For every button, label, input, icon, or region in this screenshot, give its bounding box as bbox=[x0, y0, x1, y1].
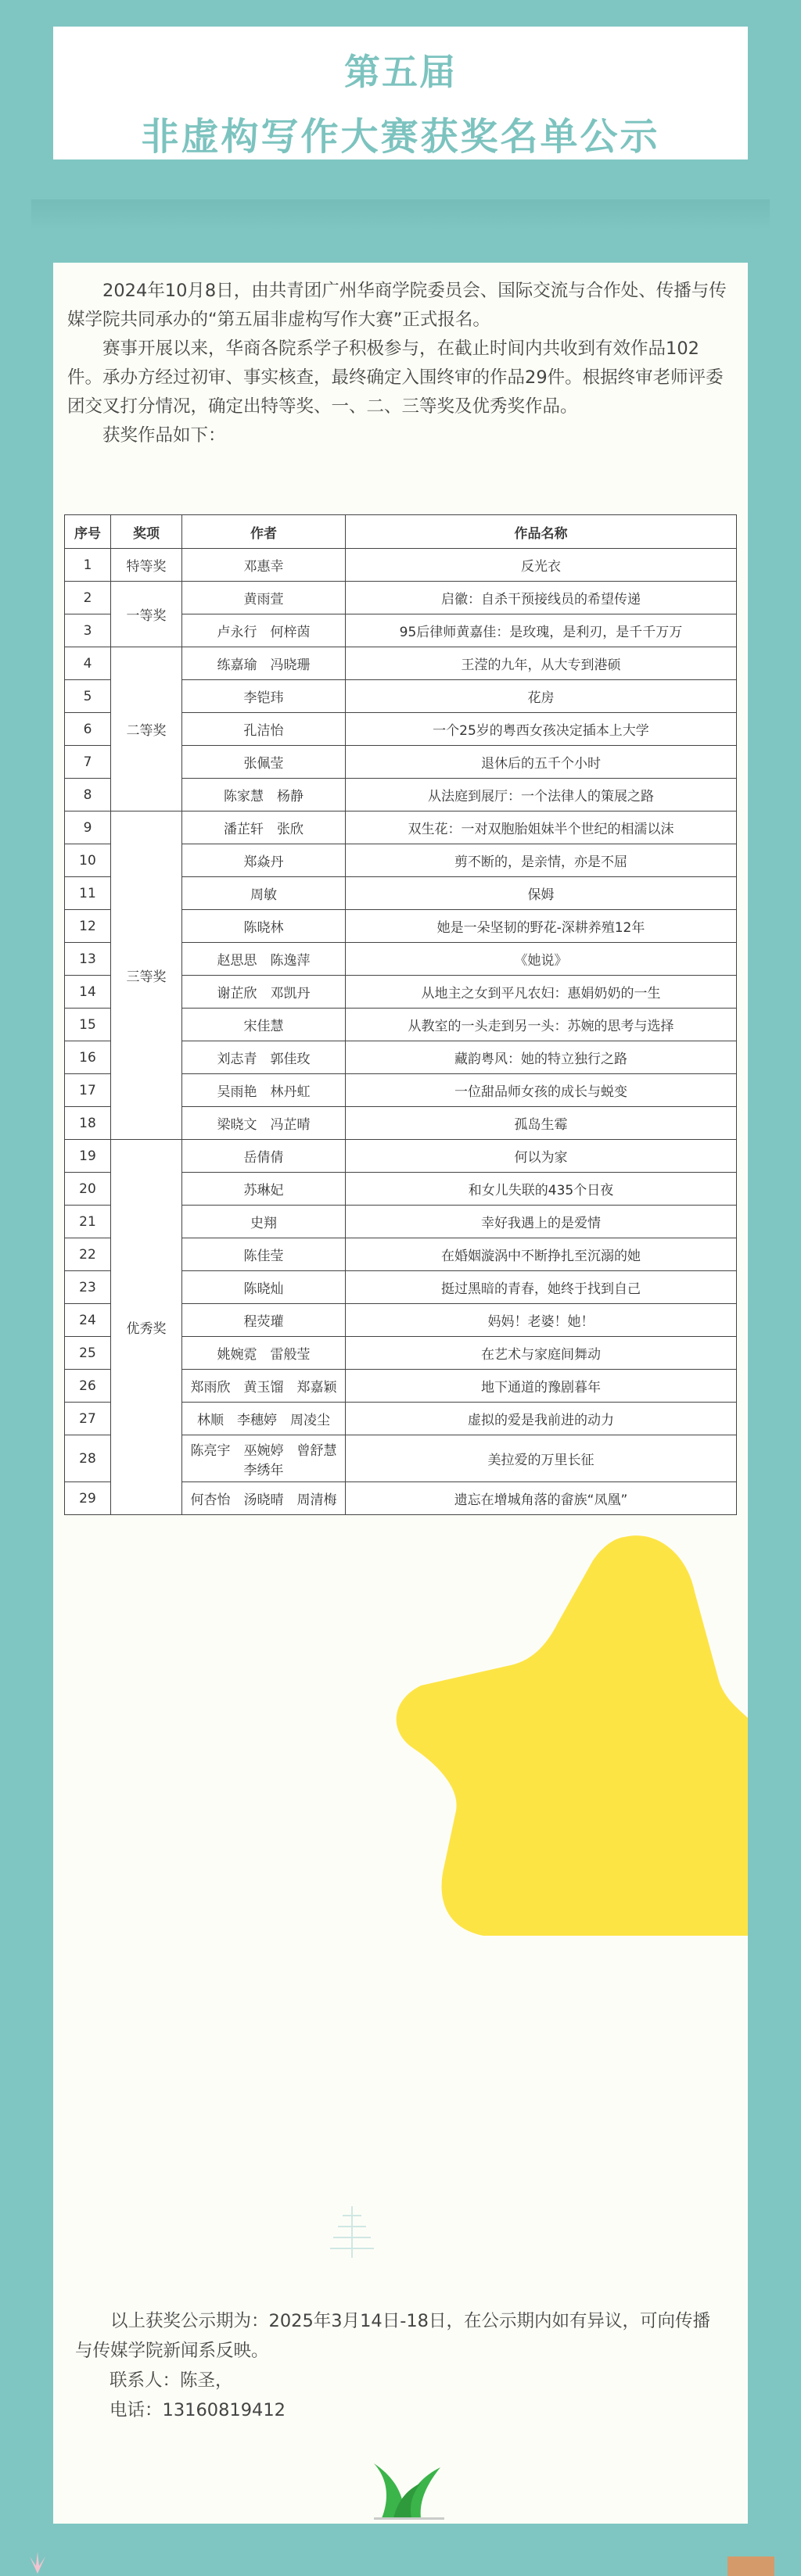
cell-work: 挺过黑暗的青春，她终于找到自己 bbox=[346, 1271, 737, 1304]
table-header-row bbox=[65, 515, 737, 549]
cell-work: 双生花：一对双胞胎姐妹半个世纪的相濡以沫 bbox=[346, 811, 737, 844]
intro-paragraph-2: 赛事开展以来，华商各院系学子积极参与，在截止时间内共收到有效作品102件。承办方经过初审、事实核查，最终确定入围终审的作品29件。根据终审老师评委团交叉打分情况，确定出特等奖、一、二、三等奖及优秀奖作品。 bbox=[67, 339, 724, 417]
cell-work: 保姆 bbox=[346, 877, 737, 910]
cell-author: 谢芷欣 邓凯丹 bbox=[182, 976, 346, 1009]
cell-no: 7 bbox=[65, 746, 111, 779]
cell-award: 三等奖 bbox=[111, 811, 182, 1140]
shadow-band bbox=[31, 199, 770, 231]
cell-author: 孔洁怡 bbox=[182, 713, 346, 746]
cell-no: 22 bbox=[65, 1238, 111, 1271]
cell-work: 在艺术与家庭间舞动 bbox=[346, 1337, 737, 1370]
cell-no: 27 bbox=[65, 1403, 111, 1435]
cell-work: 虚拟的爱是我前进的动力 bbox=[346, 1403, 737, 1435]
notice-period: 以上获奖公示期为：2025年3月14日-18日，在公示期内如有异议，可向传播与传媒学院新闻系反映。 bbox=[75, 2311, 710, 2361]
cell-no: 15 bbox=[65, 1009, 111, 1041]
cell-work: 幸好我遇上的是爱情 bbox=[346, 1206, 737, 1238]
cell-author: 邓惠幸 bbox=[182, 549, 346, 582]
flower-icon bbox=[22, 2550, 53, 2576]
cell-work: 从地主之女到平凡农妇：惠娟奶奶的一生 bbox=[346, 976, 737, 1009]
title-box bbox=[53, 27, 748, 159]
cell-work: 地下通道的豫剧暮年 bbox=[346, 1370, 737, 1403]
intro-paragraph-1: 2024年10月8日，由共青团广州华商学院委员会、国际交流与合作处、传播与传媒学院共同承办的“第五届非虚构写作大赛”正式报名。 bbox=[67, 281, 727, 330]
cell-no: 26 bbox=[65, 1370, 111, 1403]
table-row bbox=[65, 811, 737, 844]
tree-icon bbox=[329, 2205, 375, 2259]
cell-author: 程荧瓘 bbox=[182, 1304, 346, 1337]
cell-author: 岳倩倩 bbox=[182, 1140, 346, 1173]
cell-no: 5 bbox=[65, 680, 111, 713]
cell-author: 陈亮宇 巫婉婷 曾舒慧 李绣年 bbox=[182, 1435, 346, 1482]
cell-no: 23 bbox=[65, 1271, 111, 1304]
cell-no: 25 bbox=[65, 1337, 111, 1370]
cell-work: 一个25岁的粤西女孩决定插本上大学 bbox=[346, 713, 737, 746]
cell-no: 24 bbox=[65, 1304, 111, 1337]
notice-section bbox=[53, 2306, 748, 2425]
cell-award: 特等奖 bbox=[111, 549, 182, 582]
cell-author: 史翔 bbox=[182, 1206, 346, 1238]
cell-work: 反光衣 bbox=[346, 549, 737, 582]
intro-text bbox=[67, 277, 731, 450]
cell-no: 8 bbox=[65, 779, 111, 811]
cell-work: 和女儿失联的435个日夜 bbox=[346, 1173, 737, 1206]
cell-no: 17 bbox=[65, 1074, 111, 1107]
cell-work: 她是一朵坚韧的野花-深耕养殖12年 bbox=[346, 910, 737, 943]
cell-award: 优秀奖 bbox=[111, 1140, 182, 1515]
cell-work: 美拉爱的万里长征 bbox=[346, 1435, 737, 1482]
cell-award: 二等奖 bbox=[111, 647, 182, 811]
cell-no: 13 bbox=[65, 943, 111, 976]
intro-paragraph-3: 获奖作品如下： bbox=[102, 425, 226, 446]
cell-work: 从教室的一头走到另一头：苏婉的思考与选择 bbox=[346, 1009, 737, 1041]
table-row bbox=[65, 549, 737, 582]
cell-work: 启徽：自杀干预接线员的希望传递 bbox=[346, 582, 737, 614]
cell-work: 《她说》 bbox=[346, 943, 737, 976]
cell-work: 一位甜品师女孩的成长与蜕变 bbox=[346, 1074, 737, 1107]
cell-author: 何杏怡 汤晓晴 周清梅 bbox=[182, 1482, 346, 1515]
cell-no: 10 bbox=[65, 844, 111, 877]
cell-work: 95后律师黄嘉佳：是玫瑰，是利刃，是千千万万 bbox=[346, 614, 737, 647]
cell-author: 黄雨萱 bbox=[182, 582, 346, 614]
cell-author: 张佩莹 bbox=[182, 746, 346, 779]
cell-author: 陈晓灿 bbox=[182, 1271, 346, 1304]
notice-contact: 联系人：陈圣， bbox=[110, 2370, 233, 2391]
cell-work: 退休后的五千个小时 bbox=[346, 746, 737, 779]
cell-work: 孤岛生霉 bbox=[346, 1107, 737, 1140]
cell-no: 9 bbox=[65, 811, 111, 844]
star-shape bbox=[397, 1535, 748, 1936]
table-row bbox=[65, 1140, 737, 1173]
content-card bbox=[53, 263, 748, 2524]
cell-work: 妈妈！老婆！她！ bbox=[346, 1304, 737, 1337]
header-award: 奖项 bbox=[111, 515, 182, 549]
cell-no: 12 bbox=[65, 910, 111, 943]
cell-author: 练嘉瑜 冯晓珊 bbox=[182, 647, 346, 680]
cell-author: 李铠玮 bbox=[182, 680, 346, 713]
cell-work: 剪不断的，是亲情，亦是不屈 bbox=[346, 844, 737, 877]
cell-work: 从法庭到展厅：一个法律人的策展之路 bbox=[346, 779, 737, 811]
table-row bbox=[65, 582, 737, 614]
cell-author: 陈家慧 杨静 bbox=[182, 779, 346, 811]
cell-no: 4 bbox=[65, 647, 111, 680]
cell-no: 21 bbox=[65, 1206, 111, 1238]
header-author: 作者 bbox=[182, 515, 346, 549]
cell-author: 卢永行 何梓茵 bbox=[182, 614, 346, 647]
cell-author: 周敏 bbox=[182, 877, 346, 910]
cell-no: 20 bbox=[65, 1173, 111, 1206]
star-decoration bbox=[390, 1529, 748, 1936]
cell-author: 林顺 李穗婷 周凌尘 bbox=[182, 1403, 346, 1435]
grass-icon bbox=[366, 2460, 452, 2522]
cell-no: 16 bbox=[65, 1041, 111, 1074]
cell-author: 刘志青 郭佳玫 bbox=[182, 1041, 346, 1074]
cell-work: 藏韵粤风：她的特立独行之路 bbox=[346, 1041, 737, 1074]
page-title: 非虚构写作大赛获奖名单公示 bbox=[141, 115, 660, 159]
cell-author: 潘芷轩 张欣 bbox=[182, 811, 346, 844]
cell-work: 王滢的九年，从大专到港硕 bbox=[346, 647, 737, 680]
cell-author: 郑雨欣 黄玉馏 郑嘉颖 bbox=[182, 1370, 346, 1403]
cell-no: 28 bbox=[65, 1435, 111, 1482]
title-edition: 第五届 bbox=[344, 51, 457, 93]
cell-no: 18 bbox=[65, 1107, 111, 1140]
cell-author: 陈晓林 bbox=[182, 910, 346, 943]
cell-author: 姚婉霓 雷般莹 bbox=[182, 1337, 346, 1370]
cell-no: 1 bbox=[65, 549, 111, 582]
cell-work: 在婚姻漩涡中不断挣扎至沉溺的她 bbox=[346, 1238, 737, 1271]
corner-decoration bbox=[727, 2556, 774, 2576]
cell-work: 遗忘在增城角落的畲族“凤凰” bbox=[346, 1482, 737, 1515]
cell-no: 3 bbox=[65, 614, 111, 647]
cell-no: 11 bbox=[65, 877, 111, 910]
cell-no: 6 bbox=[65, 713, 111, 746]
cell-author: 赵思思 陈逸萍 bbox=[182, 943, 346, 976]
cell-work: 何以为家 bbox=[346, 1140, 737, 1173]
cell-award: 一等奖 bbox=[111, 582, 182, 647]
cell-author: 吴雨艳 林丹虹 bbox=[182, 1074, 346, 1107]
notice-phone: 电话：13160819412 bbox=[110, 2400, 286, 2420]
header-work: 作品名称 bbox=[346, 515, 737, 549]
table-row bbox=[65, 647, 737, 680]
cell-author: 苏琳妃 bbox=[182, 1173, 346, 1206]
cell-author: 郑焱丹 bbox=[182, 844, 346, 877]
cell-no: 19 bbox=[65, 1140, 111, 1173]
cell-no: 14 bbox=[65, 976, 111, 1009]
cell-no: 2 bbox=[65, 582, 111, 614]
cell-no: 29 bbox=[65, 1482, 111, 1515]
cell-author: 梁晓文 冯芷晴 bbox=[182, 1107, 346, 1140]
table-body bbox=[65, 549, 737, 1515]
cell-author: 宋佳慧 bbox=[182, 1009, 346, 1041]
cell-author: 陈佳莹 bbox=[182, 1238, 346, 1271]
cell-work: 花房 bbox=[346, 680, 737, 713]
awards-table bbox=[64, 514, 737, 1515]
header-no: 序号 bbox=[65, 515, 111, 549]
